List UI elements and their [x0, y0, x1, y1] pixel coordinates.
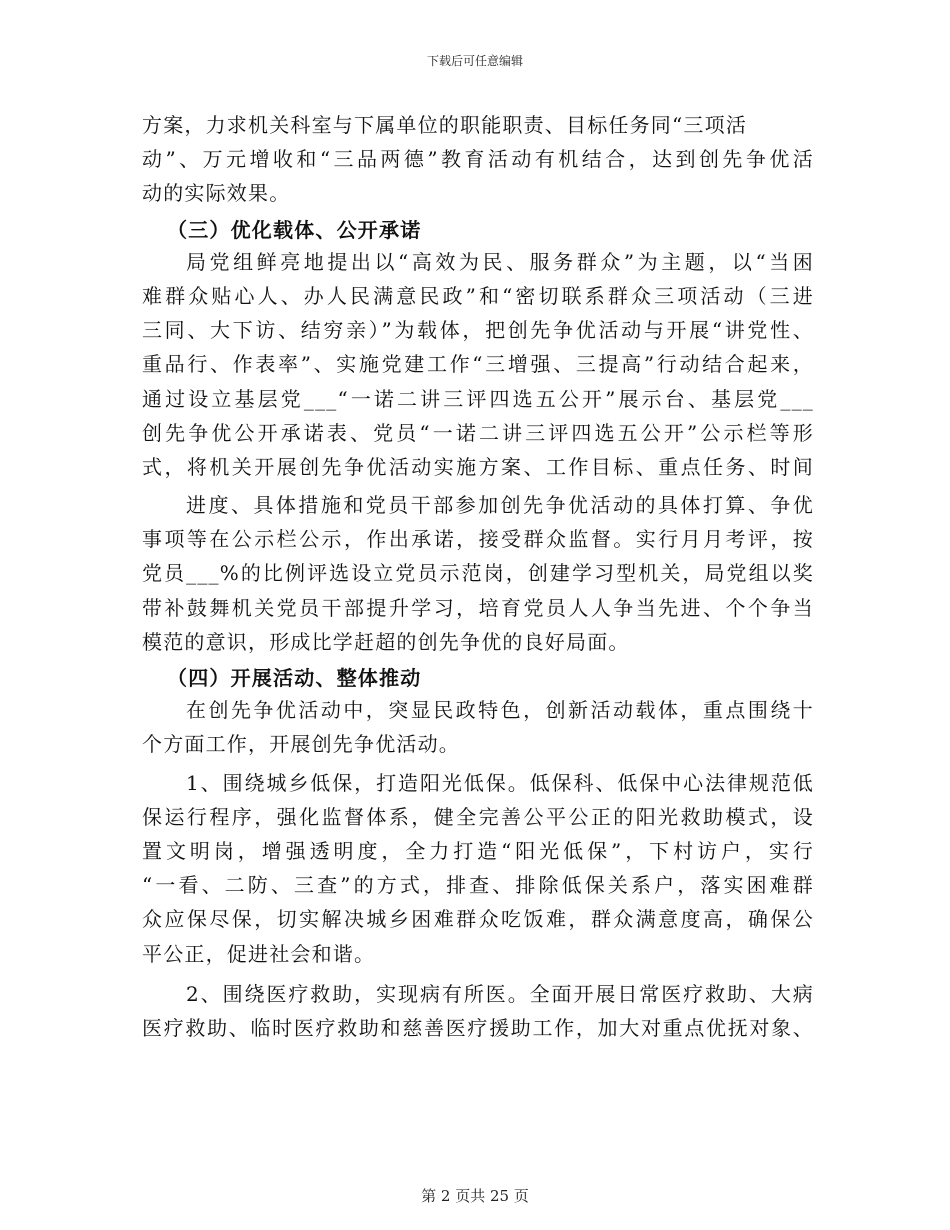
text-line: 党员___%的比例评选设立党员示范岗，创建学习型机关，局党组以奖: [142, 561, 814, 586]
text-line: 医疗救助、临时医疗救助和慈善医疗援助工作，加大对重点优抚对象、: [142, 1015, 814, 1040]
text-line: 1、围绕城乡低保，打造阳光低保。低保科、低保中心法律规范低: [186, 770, 814, 795]
text-line: 个方面工作，开展创先争优活动。: [142, 732, 460, 757]
section-heading: （四）开展活动、整体推动: [167, 666, 422, 690]
text-line: 创先争优公开承诺表、党员“一诺二讲三评四选五公开”公示栏等形: [142, 420, 814, 445]
text-line: 重品行、作表率”、实施党建工作“三增强、三提高”行动结合起来，: [142, 352, 814, 377]
text-line: 方案，力求机关科室与下属单位的职能职责、目标任务同“三项活: [142, 113, 748, 137]
text-line: 众应保尽保，切实解决城乡困难群众吃饭难，群众满意度高，确保公: [142, 907, 814, 932]
text-line: 动的实际效果。: [142, 181, 291, 206]
text-line: 三同、大下访、结穷亲）”为载体，把创先争优活动与开展“讲党性、: [142, 318, 814, 343]
page-header: 下载后可任意编辑: [426, 54, 523, 68]
text-line: 进度、具体措施和党员干部参加创先争优活动的具体打算、争优: [186, 493, 814, 518]
text-line: 模范的意识，形成比学赶超的创先争优的良好局面。: [142, 629, 630, 654]
text-line: 在创先争优活动中，突显民政特色，创新活动载体，重点围绕十: [186, 698, 814, 723]
text-line: 式，将机关开展创先争优活动实施方案、工作目标、重点任务、时间: [142, 454, 814, 479]
text-line: 通过设立基层党___“一诺二讲三评四选五公开”展示台、基层党___: [142, 386, 814, 411]
page-number: 第 2 页共 25 页: [421, 1187, 529, 1205]
text-line: 保运行程序，强化监督体系，健全完善公平公正的阳光救助模式，设: [142, 804, 814, 829]
text-line: 平公正，促进社会和谐。: [142, 941, 376, 966]
text-line: 2、围绕医疗救助，实现病有所医。全面开展日常医疗救助、大病: [186, 981, 814, 1006]
text-line: 事项等在公示栏公示，作出承诺，接受群众监督。实行月月考评，按: [142, 527, 814, 552]
text-line: 带补鼓舞机关党员干部提升学习，培育党员人人争当先进、个个争当: [142, 595, 814, 620]
text-line: “一看、二防、三查”的方式，排查、排除低保关系户，落实困难群: [142, 873, 814, 898]
document-body: [142, 108, 814, 1045]
text-line: 难群众贴心人、办人民满意民政”和“密切联系群众三项活动（三进: [142, 283, 814, 308]
text-line: 动”、万元增收和“三品两德”教育活动有机结合，达到创先争优活: [142, 147, 814, 172]
section-heading: （三）优化载体、公开承诺: [167, 217, 422, 242]
text-line: 局党组鲜亮地提出以“高效为民、服务群众”为主题，以“当困: [186, 249, 814, 274]
text-line: 置文明岗，增强透明度，全力打造“阳光低保”，下村访户，实行: [142, 838, 814, 863]
